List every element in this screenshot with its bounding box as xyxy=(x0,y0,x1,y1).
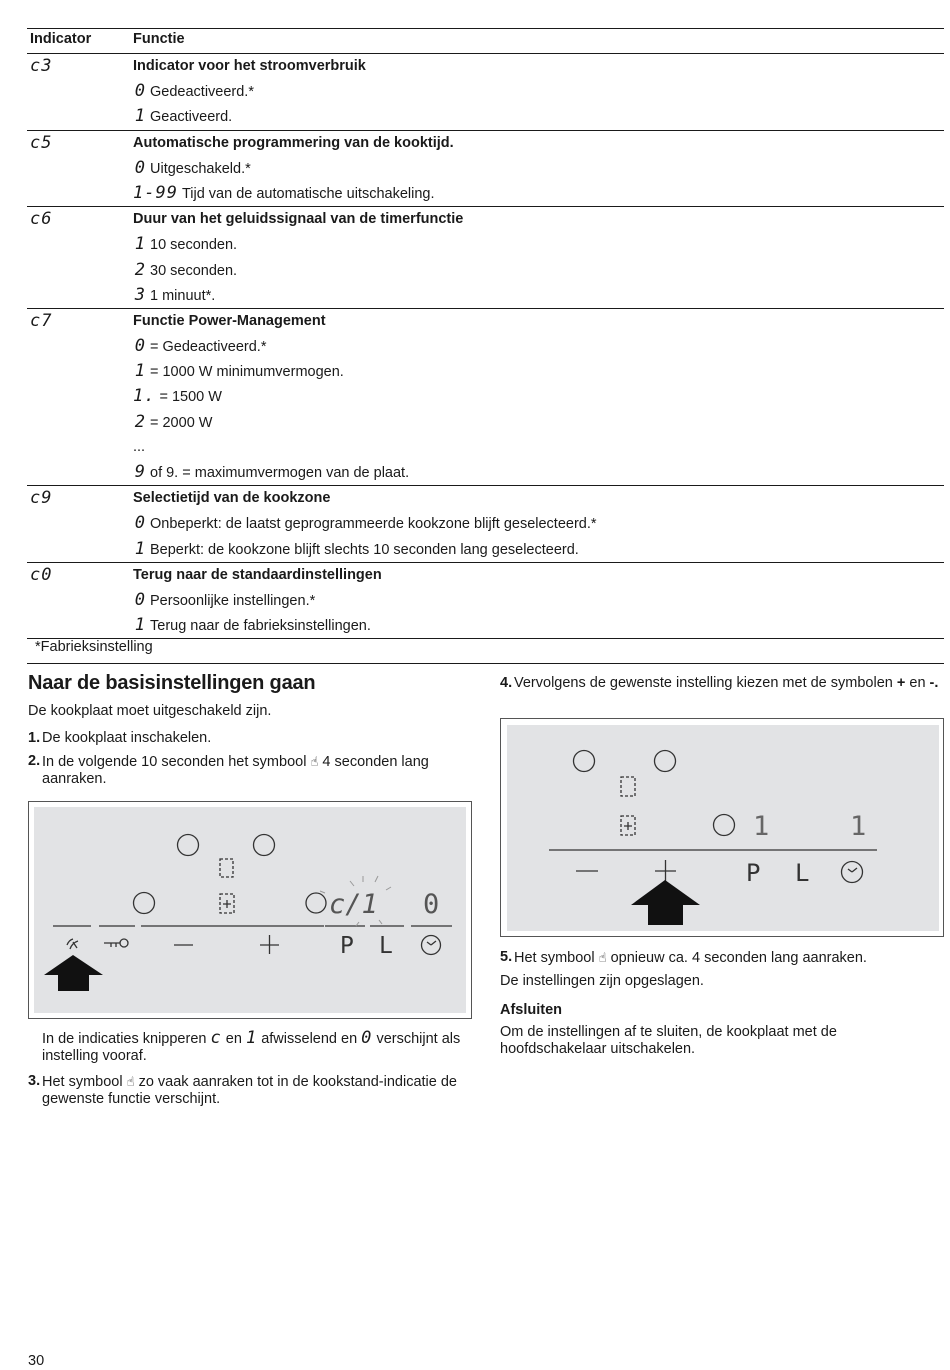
option-text: Tijd van de automatische uitschakeling. xyxy=(181,185,435,202)
step-number: 2. xyxy=(28,753,41,769)
setting-option xyxy=(133,384,944,409)
setting-group-row xyxy=(27,130,944,207)
option-value: 1 xyxy=(134,361,146,382)
step-text: In de volgende 10 seconden het symbool xyxy=(42,754,307,770)
cooking-zone-icon xyxy=(306,893,326,913)
setting-option xyxy=(133,258,944,283)
setting-option xyxy=(133,104,944,129)
l-label: L xyxy=(379,933,393,959)
setting-group-row xyxy=(27,562,944,639)
cooking-zone-icon xyxy=(655,751,676,772)
pointer-arrow xyxy=(631,880,700,925)
step-text: zo vaak aanraken tot in de kookstand-indicatie de gewenste functie verschijnt. xyxy=(42,1074,457,1107)
option-text: 1 minuut*. xyxy=(150,287,216,304)
subheading: Afsluiten xyxy=(500,1002,563,1018)
option-text: Terug naar de fabrieksinstellingen. xyxy=(150,618,371,635)
blink-text: In de indicaties knipperen c en 1 afwisselend en 0 verschijnt als instelling vooraf. xyxy=(42,1028,461,1064)
option-value: 2 xyxy=(134,411,146,432)
step-1 xyxy=(28,730,473,747)
option-text: ... xyxy=(133,438,146,455)
plus-icon xyxy=(260,935,279,954)
setting-option xyxy=(133,181,944,206)
zone-extend-icon xyxy=(220,859,233,877)
control-panel-diagram-1 xyxy=(28,801,472,1019)
setting-title: Selectietijd van de kookzone xyxy=(133,490,331,507)
section-heading: Naar de basisinstellingen gaan xyxy=(28,672,316,694)
setting-group-row xyxy=(27,207,944,309)
option-text: 10 seconden. xyxy=(150,237,238,254)
setting-title: Indicator voor het stroomverbruik xyxy=(133,58,366,74)
setting-title: Functie Power-Management xyxy=(133,312,326,329)
step-text: De kookplaat inschakelen. xyxy=(42,730,212,746)
left-column xyxy=(28,672,473,794)
setting-code: c0 xyxy=(30,564,53,585)
plus-symbol: + xyxy=(896,675,906,691)
setting-option xyxy=(133,460,944,485)
l-label: L xyxy=(795,859,810,887)
setting-option xyxy=(133,537,944,562)
option-text: 30 seconden. xyxy=(150,262,238,279)
intro-text: De kookplaat moet uitgeschakeld zijn. xyxy=(28,703,272,719)
setting-option xyxy=(133,410,944,435)
display-value-right: 0 xyxy=(423,889,440,920)
setting-option xyxy=(133,435,944,460)
option-value: 1-99 xyxy=(133,182,178,203)
p-label: P xyxy=(340,933,354,959)
setting-option xyxy=(133,588,944,613)
key-lock-icon xyxy=(104,943,120,947)
setting-group-row xyxy=(27,54,944,131)
setting-option xyxy=(133,283,944,308)
zone-extend-icon xyxy=(621,777,635,796)
header-indicator: Indicator xyxy=(27,29,133,54)
option-value: 3 xyxy=(134,284,146,305)
page-number: 30 xyxy=(28,1353,45,1369)
setting-title: Automatische programmering van de kooktijd. xyxy=(133,134,454,151)
touch-hand-icon: ☝ xyxy=(598,950,607,965)
option-value: 1 xyxy=(134,615,146,636)
option-value: 0 xyxy=(134,589,146,610)
option-value: 9 xyxy=(134,462,146,482)
touch-hand-icon: ☝ xyxy=(126,1074,135,1089)
table-footnote-row xyxy=(27,639,944,664)
option-value: 0 xyxy=(134,157,146,178)
cooking-zone-icon xyxy=(178,835,199,856)
option-value: 1 xyxy=(134,106,146,127)
option-text: Beperkt: de kookzone blijft slechts 10 seconden lang geselecteerd. xyxy=(150,541,579,558)
step-number: 5. xyxy=(500,949,513,965)
setting-code: c9 xyxy=(30,488,53,509)
setting-option xyxy=(133,613,944,638)
option-text: Persoonlijke instellingen.* xyxy=(150,592,316,609)
step-text: Het symbool xyxy=(42,1074,123,1090)
step-number: 4. xyxy=(500,675,513,691)
display-value-left: 1 xyxy=(753,811,770,842)
cooking-zone-icon xyxy=(134,893,155,914)
saved-text: De instellingen zijn opgeslagen. xyxy=(500,973,704,989)
setting-code: c5 xyxy=(30,132,53,153)
step-text: 4 seconden lang aanraken. xyxy=(42,754,429,787)
setting-option xyxy=(133,359,944,384)
minus-symbol: -. xyxy=(929,675,939,691)
display-value-left: c/1 xyxy=(329,889,378,920)
left-column-continued xyxy=(28,1030,473,1114)
settings-table xyxy=(27,28,944,664)
touch-hand-icon xyxy=(67,939,78,949)
right-column-continued xyxy=(500,949,944,1058)
pointer-arrow xyxy=(44,955,103,991)
option-text: = 2000 W xyxy=(150,414,213,431)
step-2 xyxy=(28,753,473,788)
setting-option xyxy=(133,511,944,536)
setting-option xyxy=(133,79,944,104)
setting-group-row xyxy=(27,308,944,485)
setting-group-row xyxy=(27,486,944,563)
cooking-zone-icon xyxy=(714,815,735,836)
control-panel-diagram-2 xyxy=(500,718,944,937)
option-text: = 1000 W minimumvermogen. xyxy=(150,364,344,381)
plus-icon xyxy=(655,860,676,882)
option-text: Uitgeschakeld.* xyxy=(150,160,251,177)
setting-option xyxy=(133,156,944,181)
step-text: opnieuw ca. 4 seconden lang aanraken. xyxy=(610,950,867,966)
option-value: 1. xyxy=(133,386,156,407)
step-text: Vervolgens de gewenste instelling kiezen met de symbolen xyxy=(514,675,893,691)
option-text: Gedeactiveerd.* xyxy=(150,84,254,101)
setting-code: c7 xyxy=(30,310,53,331)
option-text: Onbeperkt: de laatst geprogrammeerde kookzone blijft geselecteerd.* xyxy=(150,516,597,533)
close-text: Om de instellingen af te sluiten, de kookplaat met de hoofdschakelaar uitschakelen. xyxy=(500,1024,837,1057)
header-function: Functie xyxy=(133,29,944,54)
table-footnote: *Fabrieksinstelling xyxy=(27,639,944,664)
option-value: 2 xyxy=(134,259,146,280)
option-text: of 9. = maximumvermogen van de plaat. xyxy=(150,465,410,481)
table-header xyxy=(27,29,944,54)
setting-title: Duur van het geluidssignaal van de timerfunctie xyxy=(133,211,464,228)
display-value-right: 1 xyxy=(850,811,867,842)
cooking-zone-icon xyxy=(254,835,275,856)
touch-hand-icon: ☝ xyxy=(310,754,319,769)
setting-option xyxy=(133,334,944,359)
setting-title: Terug naar de standaardinstellingen xyxy=(133,566,382,583)
right-column xyxy=(500,675,944,698)
option-value: 0 xyxy=(134,81,146,102)
step-number: 3. xyxy=(28,1073,41,1089)
option-text: = Gedeactiveerd.* xyxy=(150,339,267,356)
option-text: = 1500 W xyxy=(159,389,222,406)
option-value: 0 xyxy=(134,336,146,357)
setting-code: c3 xyxy=(30,56,53,76)
setting-option xyxy=(133,232,944,257)
step-5 xyxy=(500,949,944,967)
option-value: 1 xyxy=(134,538,146,559)
step-text: Het symbool xyxy=(514,950,595,966)
step-4: 4. Vervolgens de gewenste instelling kiezen met de symbolen + en -. xyxy=(500,675,939,691)
setting-code: c6 xyxy=(30,209,53,230)
step-number: 1. xyxy=(28,730,41,746)
option-value: 0 xyxy=(134,513,146,534)
cooking-zone-icon xyxy=(574,751,595,772)
option-text: Geactiveerd. xyxy=(150,109,233,126)
p-label: P xyxy=(746,859,761,887)
option-value: 1 xyxy=(134,234,146,255)
step-3 xyxy=(28,1073,473,1108)
